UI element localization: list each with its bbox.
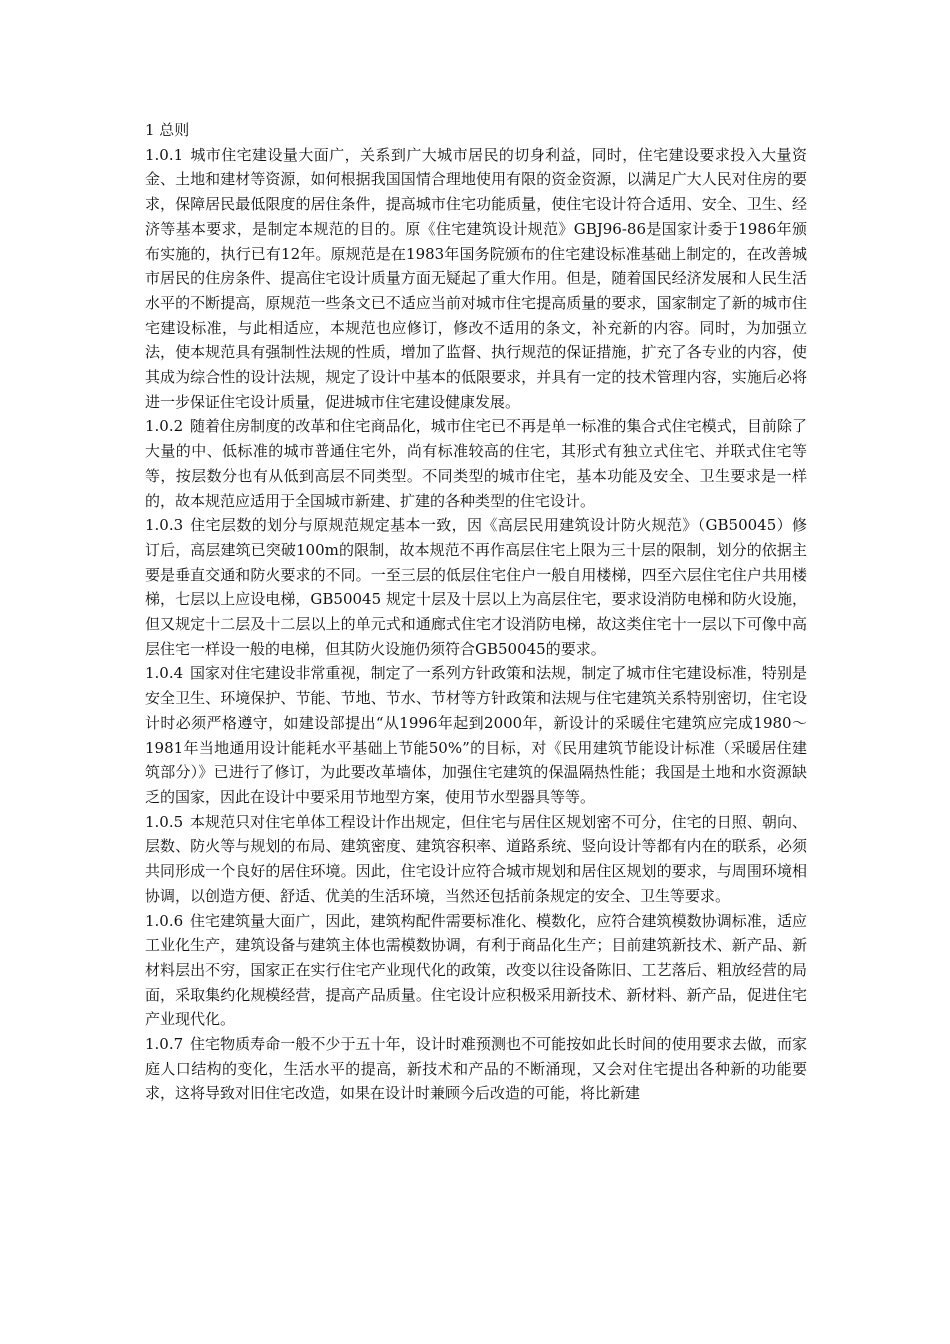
clause-number: 1.0.4: [145, 664, 184, 683]
clause-1-0-2: [145, 414, 807, 513]
section-title: 1 总则: [145, 121, 190, 139]
clause-number: 1.0.1: [145, 145, 184, 164]
clause-text: 随着住房制度的改革和住宅商品化，城市住宅已不再是单一标准的集合式住宅模式，目前除了大量的中、低标准的城市普通住宅外，尚有标准较高的住宅，其形式有独立式住宅、并联式住宅等等，按层数分也有从低到高层不同类型。不同类型的城市住宅，基本功能及安全、卫生要求是一样的，故本规范应适用于全国城市新建、扩建的各种类型的住宅设计。: [145, 417, 807, 510]
clause-number: 1.0.5: [145, 812, 184, 831]
clause-text: 国家对住宅建设非常重视，制定了一系列方针政策和法规，制定了城市住宅建设标准，特别是安全卫生、环境保护、节能、节地、节水、节材等方针政策和法规与住宅建筑关系特别密切，住宅设计时必须严格遵守，如建设部提出“从1996年起到2000年，新设计的采暖住宅建筑应完成1980～1981年当地通用设计能耗水平基础上节能50%”的目标，对《民用建筑节能设计标准（采暖居住建筑部分）》已进行了修订，为此要改革墙体，加强住宅建筑的保温隔热性能；我国是土地和水资源缺乏的国家，因此在设计中要采用节地型方案，使用节水型器具等等。: [145, 664, 807, 806]
clause-1-0-1: [145, 143, 807, 415]
clause-number: 1.0.2: [145, 417, 184, 436]
clause-1-0-6: [145, 909, 807, 1033]
clause-text: 城市住宅建设量大面广，关系到广大城市居民的切身利益，同时，住宅建设要求投入大量资金、土地和建材等资源，如何根据我国国情合理地使用有限的资金资源，以满足广大人民对住房的要求，保障居民最低限度的居住条件，提高城市住宅功能质量，使住宅设计符合适用、安全、卫生、经济等基本要求，是制定本规范的目的。原《住宅建筑设计规范》GBJ96-86是国家计委于1986年颁布实施的，执行已有12年。原规范是在1983年国务院颁布的住宅建设标准基础上制定的，在改善城市居民的住房条件、提高住宅设计质量方面无疑起了重大作用。但是，随着国民经济发展和人民生活水平的不断提高，原规范一些条文已不适应当前对城市住宅提高质量的要求，国家制定了新的城市住宅建设标准，与此相适应，本规范也应修订，修改不适用的条文，补充新的内容。同时，为加强立法，使本规范具有强制性法规的性质，增加了监督、执行规范的保证措施，扩充了各专业的内容，使其成为综合性的设计法规，规定了设计中基本的低限要求，并具有一定的技术管理内容，实施后必将进一步保证住宅设计质量，促进城市住宅建设健康发展。: [145, 145, 807, 411]
clause-number: 1.0.6: [145, 911, 184, 930]
clause-1-0-4: [145, 661, 807, 809]
clause-number: 1.0.3: [145, 516, 184, 535]
clause-number: 1.0.7: [145, 1035, 184, 1054]
clause-1-0-3: [145, 513, 807, 661]
clause-1-0-5: [145, 810, 807, 909]
clause-text: 住宅建筑量大面广，因此，建筑构配件需要标准化、模数化，应符合建筑模数协调标准，适应工业化生产，建筑设备与建筑主体也需模数协调，有利于商品化生产；目前建筑新技术、新产品、新材料层出不穷，国家正在实行住宅产业现代化的政策，改变以往设备陈旧、工艺落后、粗放经营的局面，采取集约化规模经营，提高产品质量。住宅设计应积极采用新技术、新材料、新产品，促进住宅产业现代化。: [145, 911, 807, 1029]
clause-text: 住宅物质寿命一般不少于五十年，设计时难预测也不可能按如此长时间的使用要求去做，而家庭人口结构的变化，生活水平的提高，新技术和产品的不断涌现，又会对住宅提出各种新的功能要求，这将导致对旧住宅改造，如果在设计时兼顾今后改造的可能，将比新建: [145, 1035, 807, 1103]
clause-text: 本规范只对住宅单体工程设计作出规定，但住宅与居住区规划密不可分，住宅的日照、朝向、层数、防火等与规划的布局、建筑密度、建筑容积率、道路系统、竖向设计等都有内在的联系，必须共同形成一个良好的居住环境。因此，住宅设计应符合城市规划和居住区规划的要求，与周围环境相协调，以创造方便、舒适、优美的生活环境，当然还包括前条规定的安全、卫生等要求。: [145, 812, 807, 905]
document-page: [145, 118, 807, 1106]
clause-1-0-7: [145, 1032, 807, 1106]
clause-text: 住宅层数的划分与原规范规定基本一致，因《高层民用建筑设计防火规范》（GB50045）修订后，高层建筑已突破100m的限制，故本规范不再作高层住宅上限为三十层的限制，划分的依据主要是垂直交通和防火要求的不同。一至三层的低层住宅住户一般自用楼梯，四至六层住宅住户共用楼梯，七层以上应设电梯，GB50045 规定十层及十层以上为高层住宅，要求设消防电梯和防火设施，但又规定十二层及十二层以上的单元式和通廊式住宅才设消防电梯，故这类住宅十一层以下可像中高层住宅一样设一般的电梯，但其防火设施仍须符合GB50045的要求。: [145, 516, 807, 658]
